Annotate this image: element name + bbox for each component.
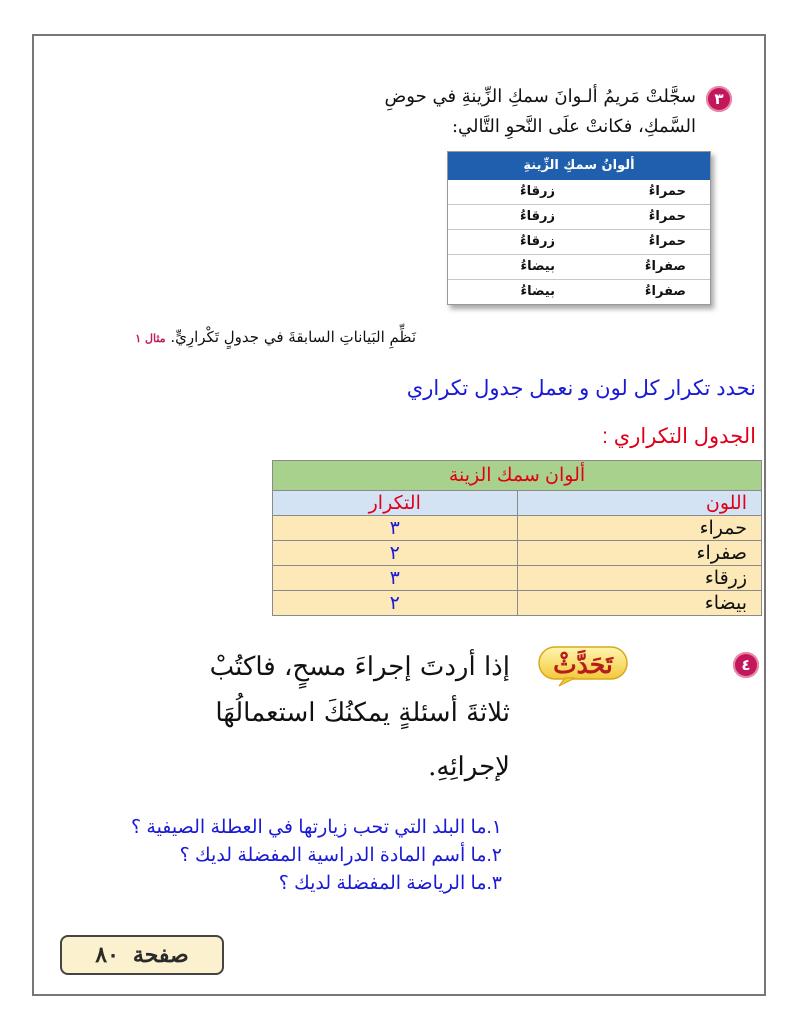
example-reference: مثال ١ <box>135 332 166 345</box>
color-cell: صفراء <box>517 541 762 566</box>
color-cell: زرقاء <box>517 566 762 591</box>
table-row <box>273 566 762 591</box>
question-4-number-badge <box>733 652 759 678</box>
question-4-line-1: إذا أردتَ إجراءَ مسحٍ، فاكتُبْ <box>209 652 510 682</box>
color-cell: حمراء <box>517 516 762 541</box>
frequency-table <box>272 460 762 616</box>
source-table-cell: بيضاءُ <box>520 284 555 299</box>
frequency-table-header-row <box>273 491 762 516</box>
frequency-table-title: ألوان سمك الزينة <box>273 461 762 491</box>
question-4-line-2: ثلاثةَ أسئلةٍ يمكنُكَ استعمالُهَا <box>215 698 510 728</box>
frequency-table-title-row <box>273 461 762 491</box>
source-table-cell: زرقاءُ <box>519 184 555 199</box>
count-cell: ٣ <box>273 566 518 591</box>
count-cell: ٢ <box>273 591 518 616</box>
source-table-cell: حمراءُ <box>648 209 686 224</box>
question-4-line-3: لإجرائِهِ. <box>428 752 510 782</box>
source-table-row <box>448 230 710 255</box>
list-item: ٣.ما الرياضة المفضلة لديك ؟ <box>278 873 502 894</box>
source-table-cell: صفراءُ <box>644 259 686 274</box>
table-row <box>273 541 762 566</box>
talk-badge-label: تَحَدَّثْ <box>553 649 613 679</box>
source-data-table <box>447 151 711 305</box>
column-header-count: التكرار <box>273 491 518 516</box>
source-table-cell: حمراءُ <box>648 234 686 249</box>
color-cell: بيضاء <box>517 591 762 616</box>
table-row <box>273 591 762 616</box>
source-table-row <box>448 280 710 304</box>
source-table-cell: حمراءُ <box>648 184 686 199</box>
question-3-instruction <box>135 328 416 346</box>
column-header-color: اللون <box>517 491 762 516</box>
count-cell: ٣ <box>273 516 518 541</box>
question-4-number: ٤ <box>741 656 751 674</box>
question-3-number-badge <box>706 86 732 112</box>
source-table-cell: بيضاءُ <box>520 259 555 274</box>
source-table-row <box>448 180 710 205</box>
source-table-row <box>448 255 710 280</box>
source-table-cell: زرقاءُ <box>519 234 555 249</box>
count-cell: ٢ <box>273 541 518 566</box>
page-number-box <box>60 935 224 975</box>
list-item: ٢.ما أسم المادة الدراسية المفضلة لديك ؟ <box>179 845 502 866</box>
page-label: صفحة <box>132 942 189 968</box>
source-table-title: ألوانُ سمكِ الزِّينةِ <box>448 152 710 180</box>
list-item: ١.ما البلد التي تحب زيارتها في العطلة الصيفية ؟ <box>131 817 502 838</box>
table-row <box>273 516 762 541</box>
question-3-line-2: السَّمكِ، فكانتْ علَى النَّحوِ التَّالي: <box>451 116 696 137</box>
question-3-instruction-text: نَظِّمِ البَياناتِ السابقةَ في جدولٍ تَكْرارِيٍّ. <box>170 328 416 346</box>
page-number: ٨٠ <box>95 942 119 968</box>
answer-3-text: نحدد تكرار كل لون و نعمل جدول تكراري <box>406 377 756 400</box>
question-3-number: ٣ <box>714 90 724 108</box>
question-3-line-1: سجَّلتْ مَريمُ ألـوانَ سمكِ الزِّينةِ في حوضِ <box>384 86 696 107</box>
frequency-table-label: الجدول التكراري : <box>602 425 756 448</box>
source-table-cell: صفراءُ <box>644 284 686 299</box>
source-table-cell: زرقاءُ <box>519 209 555 224</box>
source-table-row <box>448 205 710 230</box>
